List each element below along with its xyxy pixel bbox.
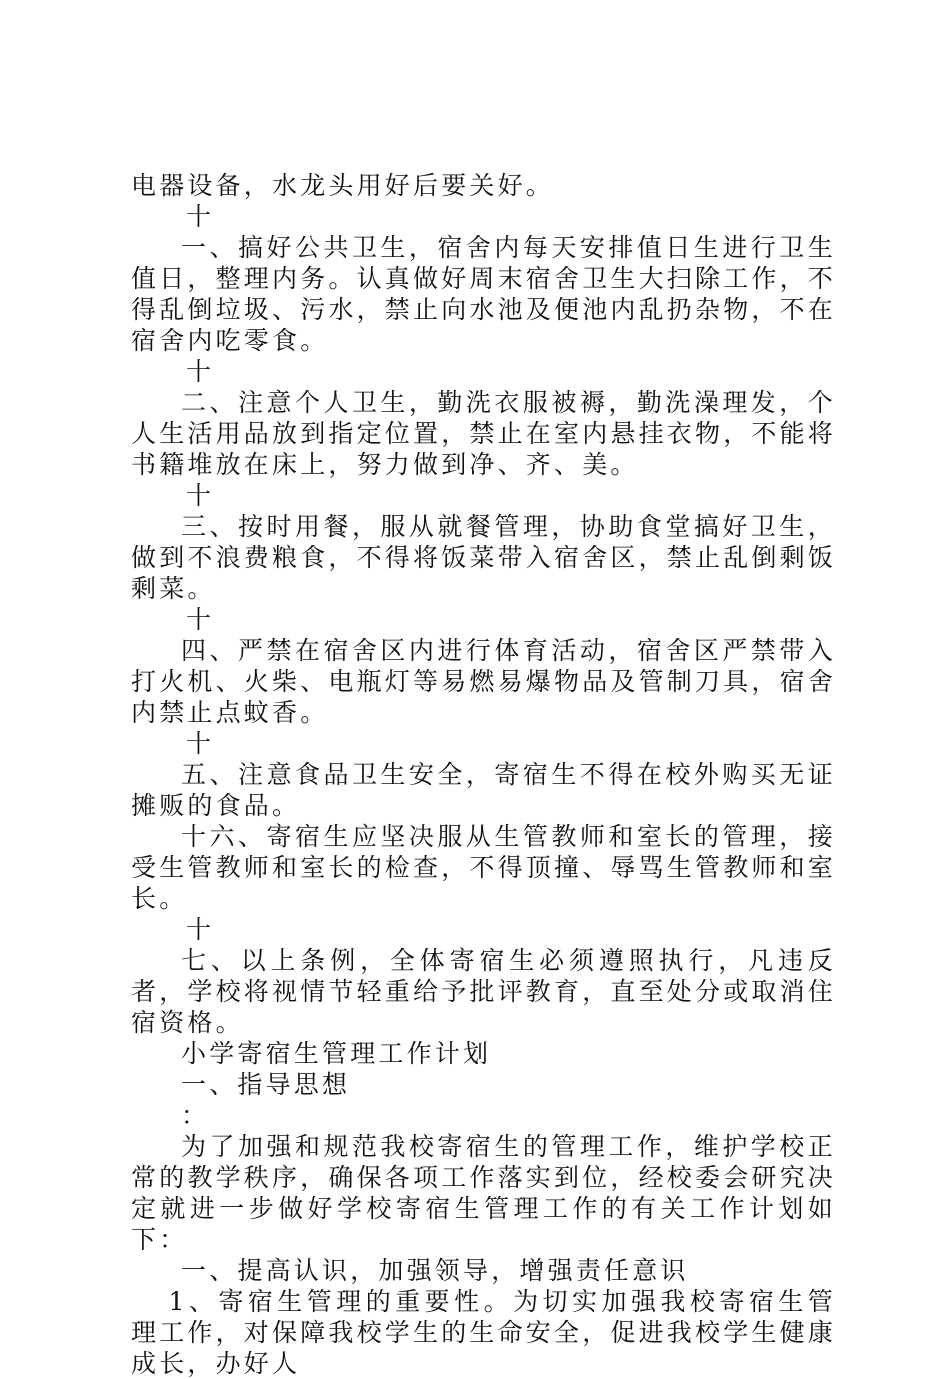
item-number-prefix: 十 [186,481,215,510]
item-number-prefix: 十 [186,357,215,386]
heading-part-one: 一、提高认识，加强领导，增强责任意识 [181,1256,689,1285]
item-number-prefix: 十 [186,605,215,634]
paragraph-importance: 1、寄宿生管理的重要性。为切实加强我校寄宿生管理工作，对保障我校学生的生命安全，促进我校学生健康成长，办好人 [131,1287,837,1378]
item-number-prefix: 十 [186,915,215,944]
section-title: 小学寄宿生管理工作计划 [181,1039,492,1068]
paragraph-item-12: 二、注意个人卫生，勤洗衣服被褥，勤洗澡理发，个人生活用品放到指定位置，禁止在室内悬挂衣物，不能将书籍堆放在床上，努力做到净、齐、美。 [131,388,837,479]
heading-guiding-thought: 一、指导思想 [181,1070,351,1099]
paragraph-item-17: 七、以上条例，全体寄宿生必须遵照执行，凡违反者，学校将视情节轻重给予批评教育，直至处分或取消住宿资格。 [131,946,837,1037]
paragraph-continuation: 电器设备，水龙头用好后要关好。 [131,171,555,200]
paragraph-item-13: 三、按时用餐，服从就餐管理，协助食堂搞好卫生，做到不浪费粮食，不得将饭菜带入宿舍区，禁止乱倒剩饭剩菜。 [131,512,837,603]
paragraph-item-16: 十六、寄宿生应坚决服从生管教师和室长的管理，接受生管教师和室长的检查，不得顶撞、辱骂生管教师和室长。 [131,822,837,913]
paragraph-item-14: 四、严禁在宿舍区内进行体育活动，宿舍区严禁带入打火机、火柴、电瓶灯等易燃易爆物品及管制刀具，宿舍内禁止点蚊香。 [131,636,837,727]
colon-line: ： [181,1101,210,1130]
paragraph-item-11: 一、搞好公共卫生，宿舍内每天安排值日生进行卫生值日，整理内务。认真做好周末宿舍卫生大扫除工作，不得乱倒垃圾、污水，禁止向水池及便池内乱扔杂物，不在宿舍内吃零食。 [131,233,837,355]
item-number-prefix: 十 [186,729,215,758]
document-body [131,170,836,1379]
item-number-prefix: 十 [186,202,215,231]
paragraph-item-15: 五、注意食品卫生安全，寄宿生不得在校外购买无证摊贩的食品。 [131,760,836,820]
paragraph-intro: 为了加强和规范我校寄宿生的管理工作，维护学校正常的教学秩序，确保各项工作落实到位，经校委会研究决定就进一步做好学校寄宿生管理工作的有关工作计划如下： [131,1132,837,1254]
